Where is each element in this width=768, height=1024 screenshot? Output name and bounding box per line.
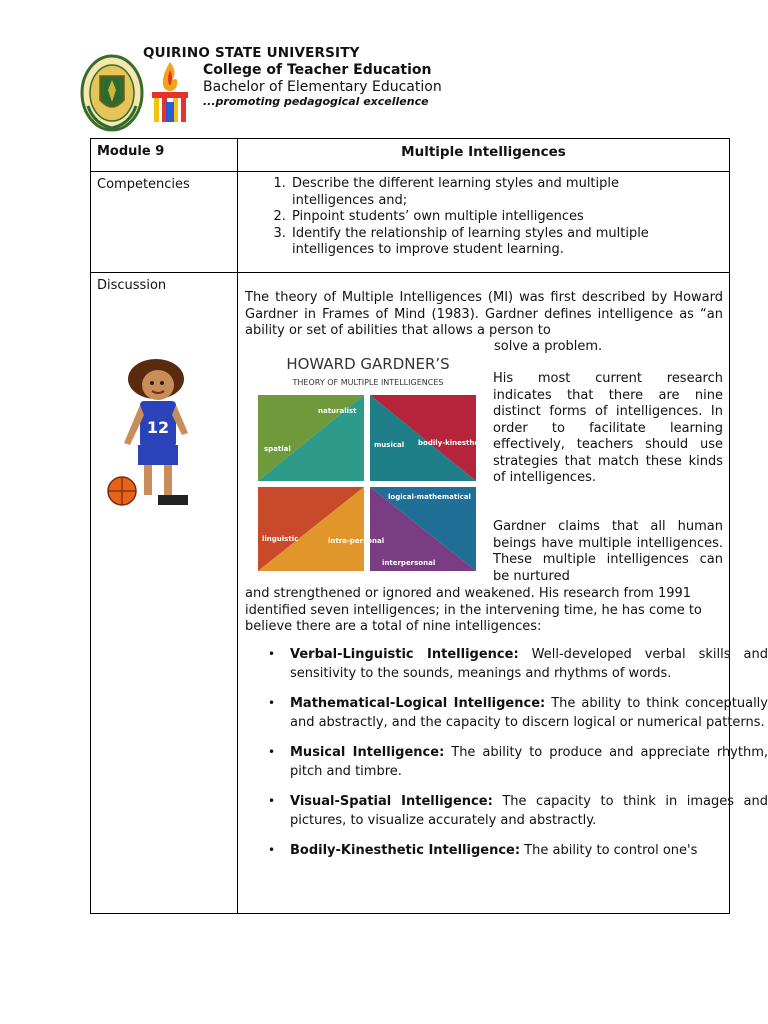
basketball-player-icon	[98, 353, 208, 513]
list-item: 3. Identify the relationship of learning styles and multiple intelligences to improve student learning.	[290, 226, 658, 259]
module-title: Multiple Intelligences	[401, 144, 566, 160]
module-title-cell	[238, 139, 730, 172]
competencies-list	[238, 176, 658, 259]
intelligences-list	[245, 645, 768, 871]
svg-text:intra-personal: intra-personal	[328, 537, 385, 545]
list-item: 1. Describe the different learning styles and multiple intelligences and;	[290, 176, 658, 209]
list-item: • Mathematical-Logical Intelligence: The ability to think conceptually and abstractly, and the capacity to discern logical or numerical patterns.	[290, 694, 768, 732]
torch-emblem-icon	[146, 58, 194, 126]
discussion-label: Discussion	[97, 278, 167, 293]
gardner-claims-paragraph: Gardner claims that all human beings have multiple intelligences. These multiple intelligences can be nurtured	[493, 519, 723, 584]
university-seal-icon	[80, 54, 144, 132]
module-label: Module 9	[97, 144, 165, 159]
module-table	[90, 138, 768, 914]
module-label-cell	[91, 139, 238, 172]
svg-text:bodily-kinesthetic: bodily-kinesthetic	[418, 439, 490, 447]
program-name: Bachelor of Elementary Education	[203, 79, 442, 95]
svg-text:logical-mathematical: logical-mathematical	[388, 493, 471, 501]
research-paragraph: His most current research indicates that there are nine distinct forms of intelligences. In order to facilitate learning effectively, teachers should use strategies that match these kinds of intelligences.	[493, 371, 723, 485]
competencies-label-cell	[91, 172, 238, 273]
competencies-label: Competencies	[97, 177, 190, 192]
svg-text:musical: musical	[374, 441, 405, 449]
list-item: • Bodily-Kinesthetic Intelligence: The ability to control one's	[290, 841, 768, 860]
document-header	[0, 0, 768, 135]
list-item: • Verbal-Linguistic Intelligence: Well-developed verbal skills and sensitivity to the sounds, meanings and rhythms of words.	[290, 645, 768, 683]
svg-text:linguistic: linguistic	[262, 535, 299, 543]
svg-text:spatial: spatial	[264, 445, 291, 453]
college-name: College of Teacher Education	[203, 62, 432, 78]
intro-paragraph-end: solve a problem.	[494, 339, 603, 354]
gardner-infographic	[258, 351, 490, 571]
nine-intelligences-paragraph: and strengthened or ignored and weakened. His research from 1991 identified seven intelligences; in the intervening time, he has come to believe there are a total of nine intelligences:	[245, 586, 702, 634]
university-name: QUIRINO STATE UNIVERSITY	[143, 45, 360, 61]
discussion-cell	[146, 273, 768, 914]
jersey-number: 12	[146, 418, 170, 437]
svg-text:interpersonal: interpersonal	[382, 559, 436, 567]
tagline: ...promoting pedagogical excellence	[203, 95, 429, 108]
infographic-subtitle: THEORY OF MULTIPLE INTELLIGENCES	[292, 378, 444, 387]
competencies-cell	[238, 172, 730, 273]
list-item: • Visual-Spatial Intelligence: The capacity to think in images and pictures, to visualize accurately and abstractly.	[290, 792, 768, 830]
svg-text:naturalist: naturalist	[318, 407, 357, 415]
infographic-title: HOWARD GARDNER’S	[286, 355, 450, 373]
intro-paragraph: The theory of Multiple Intelligences (MI) was first described by Howard Gardner in Frames of Mind (1983). Gardner defines intelligence as “an ability or set of abilities that allows a person to	[245, 290, 723, 338]
list-item: • Musical Intelligence: The ability to produce and appreciate rhythm, pitch and timbre.	[290, 743, 768, 781]
list-item: 2. Pinpoint students’ own multiple intelligences	[290, 209, 658, 226]
